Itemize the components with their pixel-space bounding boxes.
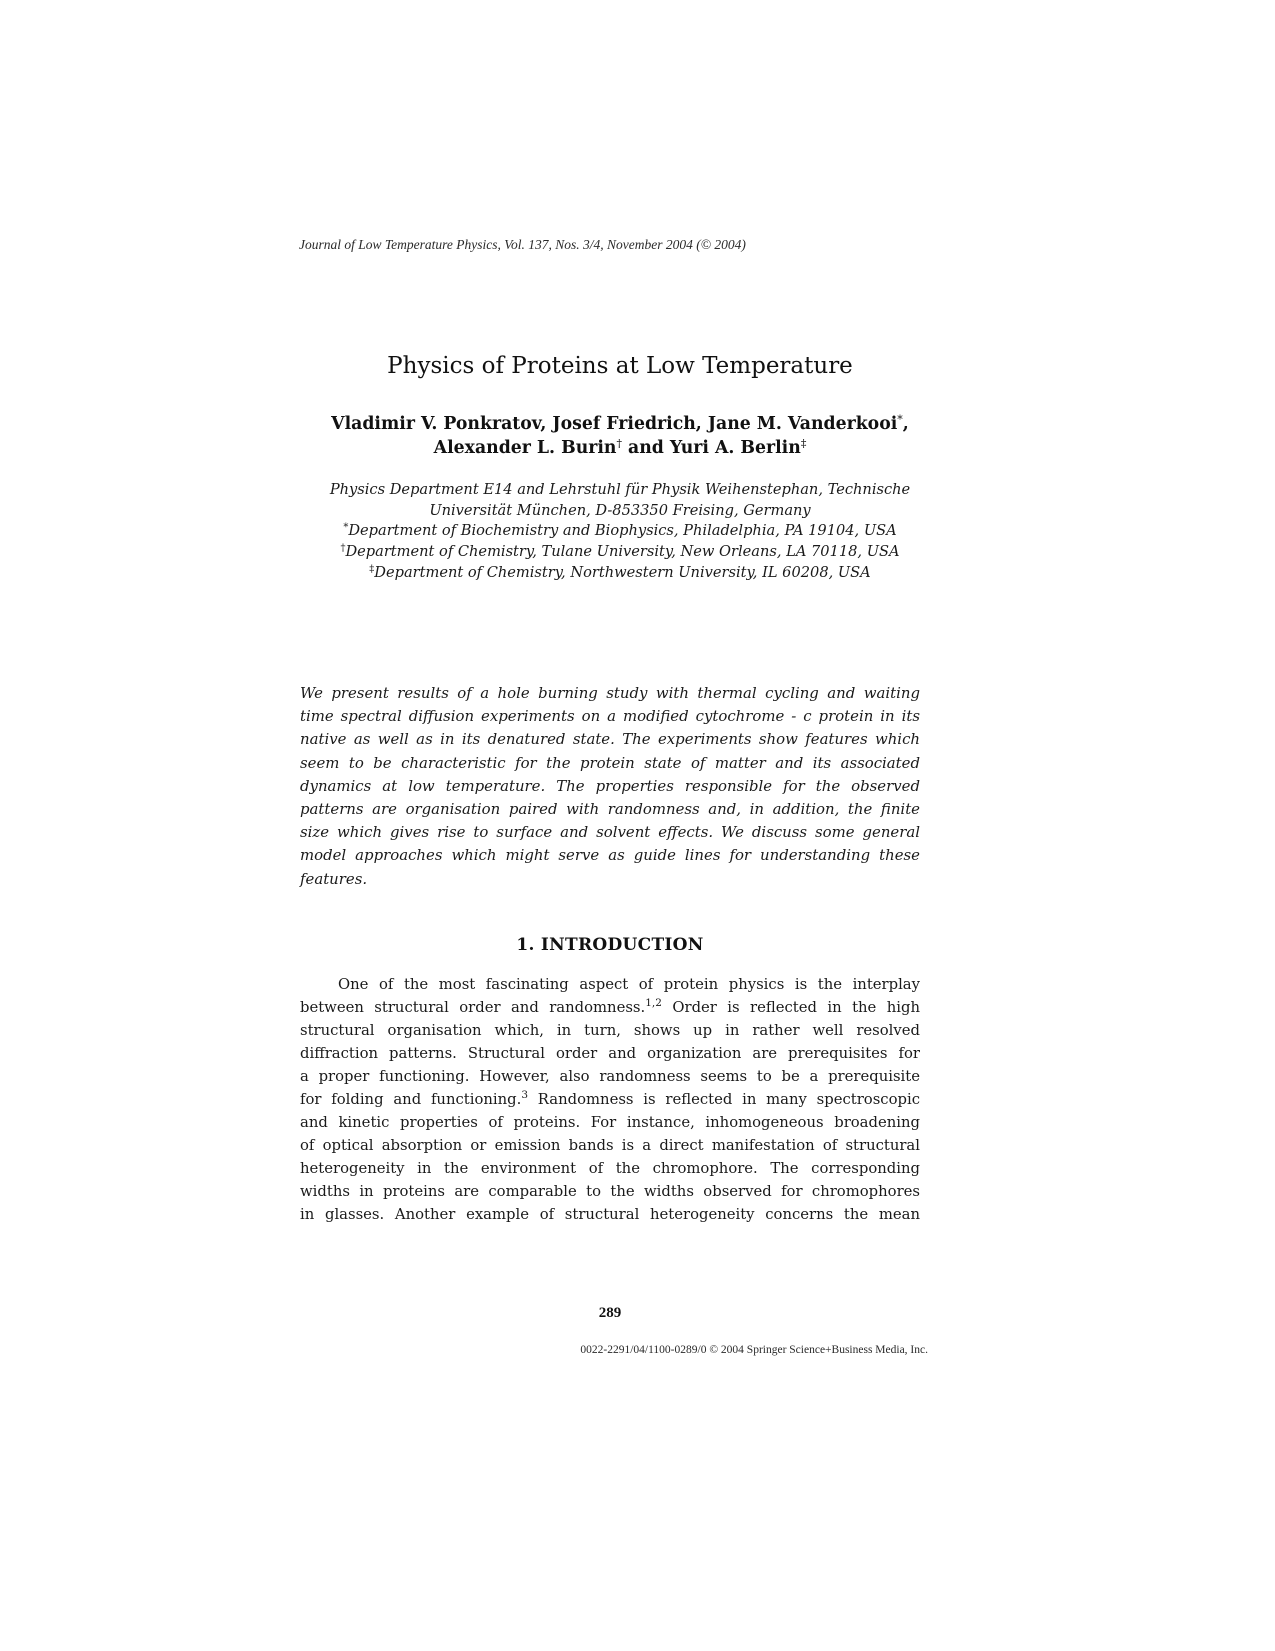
citation-ref: 1,2 bbox=[645, 997, 662, 1009]
affiliation-mark-dagger: † bbox=[616, 437, 622, 450]
author-line-2 bbox=[300, 436, 940, 460]
affiliation-ddagger-mark: ‡ bbox=[369, 563, 375, 575]
intro-line: and kinetic properties of proteins. For instance, inhomogeneous broadening bbox=[300, 1114, 920, 1131]
affiliation-dagger-mark: † bbox=[340, 543, 346, 555]
abstract-line: We present results of a hole burning study with thermal cycling and waiting bbox=[300, 684, 920, 702]
affiliation-star-text: Department of Biochemistry and Biophysics, Philadelphia, PA 19104, USA bbox=[348, 522, 897, 540]
affiliation-star-mark: * bbox=[343, 522, 349, 534]
citation-ref: 3 bbox=[521, 1089, 529, 1101]
affiliation-ddagger-text: Department of Chemistry, Northwestern University, IL 60208, USA bbox=[374, 563, 871, 581]
affiliation-ddagger bbox=[300, 563, 940, 584]
author-berlin: and Yuri A. Berlin bbox=[622, 438, 801, 458]
intro-line: a proper functioning. However, also randomness seems to be a prerequisite bbox=[300, 1068, 920, 1085]
abstract-line: model approaches which might serve as guide lines for understanding these bbox=[300, 846, 920, 865]
affiliation-mark-ddagger: ‡ bbox=[800, 437, 807, 450]
intro-line: widths in proteins are comparable to the widths observed for chromophores bbox=[300, 1183, 920, 1200]
affiliations bbox=[300, 480, 940, 584]
affiliation-main-line-1: Physics Department E14 and Lehrstuhl für Physik Weihenstephan, Technische bbox=[329, 481, 911, 498]
paper-title: Physics of Proteins at Low Temperature bbox=[387, 353, 853, 379]
intro-text: Order is reflected in the high bbox=[661, 999, 920, 1016]
abstract-line: time spectral diffusion experiments on a modified cytochrome - c protein in its bbox=[300, 707, 920, 726]
intro-text: between structural order and randomness. bbox=[300, 999, 646, 1016]
page-number: 289 bbox=[598, 1305, 622, 1321]
intro-line bbox=[300, 1088, 920, 1111]
author-line-1 bbox=[300, 412, 940, 436]
abstract-line: dynamics at low temperature. The properties responsible for the observed bbox=[300, 776, 920, 795]
intro-text: Randomness is reflected in many spectroscopic bbox=[528, 1091, 920, 1108]
abstract-line: native as well as in its denatured state. The experiments show features which bbox=[300, 730, 920, 749]
affiliation-mark-star: * bbox=[897, 413, 903, 426]
journal-citation: Journal of Low Temperature Physics, Vol. 137, Nos. 3/4, November 2004 (© 2004) bbox=[299, 237, 746, 252]
affiliation-star bbox=[300, 521, 940, 542]
affiliation-dagger-text: Department of Chemistry, Tulane University, New Orleans, LA 70118, USA bbox=[345, 543, 900, 561]
intro-line bbox=[300, 996, 920, 1019]
introduction-body bbox=[300, 973, 920, 1226]
intro-line: One of the most fascinating aspect of protein physics is the interplay bbox=[338, 976, 920, 993]
abstract-line: features. bbox=[300, 869, 368, 888]
section-heading-introduction: 1. INTRODUCTION bbox=[516, 935, 704, 955]
abstract-line: patterns are organisation paired with randomness and, in addition, the finite bbox=[300, 800, 920, 819]
intro-text: for folding and functioning. bbox=[300, 1091, 522, 1108]
author-list bbox=[300, 412, 940, 460]
intro-line: of optical absorption or emission bands is a direct manifestation of structural bbox=[300, 1137, 920, 1154]
author-burin: Alexander L. Burin bbox=[433, 438, 617, 458]
abstract-line: seem to be characteristic for the protein state of matter and its associated bbox=[300, 753, 920, 772]
author-names-1: Vladimir V. Ponkratov, Josef Friedrich, Jane M. Vanderkooi bbox=[331, 414, 898, 434]
abstract bbox=[300, 682, 920, 891]
intro-line: structural organisation which, in turn, shows up in rather well resolved bbox=[300, 1022, 920, 1039]
copyright-notice: 0022-2291/04/1100-0289/0 © 2004 Springer Science+Business Media, Inc. bbox=[580, 1344, 928, 1356]
affiliation-main-line-2: Universität München, D-853350 Freising, Germany bbox=[429, 501, 811, 519]
affiliation-dagger bbox=[300, 542, 940, 563]
abstract-line: size which gives rise to surface and solvent effects. We discuss some general bbox=[300, 823, 920, 842]
intro-line: in glasses. Another example of structural heterogeneity concerns the mean bbox=[300, 1206, 920, 1223]
author-line-1-end: , bbox=[902, 414, 909, 434]
intro-line: diffraction patterns. Structural order and organization are prerequisites for bbox=[300, 1045, 920, 1062]
intro-line: heterogeneity in the environment of the chromophore. The corresponding bbox=[300, 1160, 920, 1177]
